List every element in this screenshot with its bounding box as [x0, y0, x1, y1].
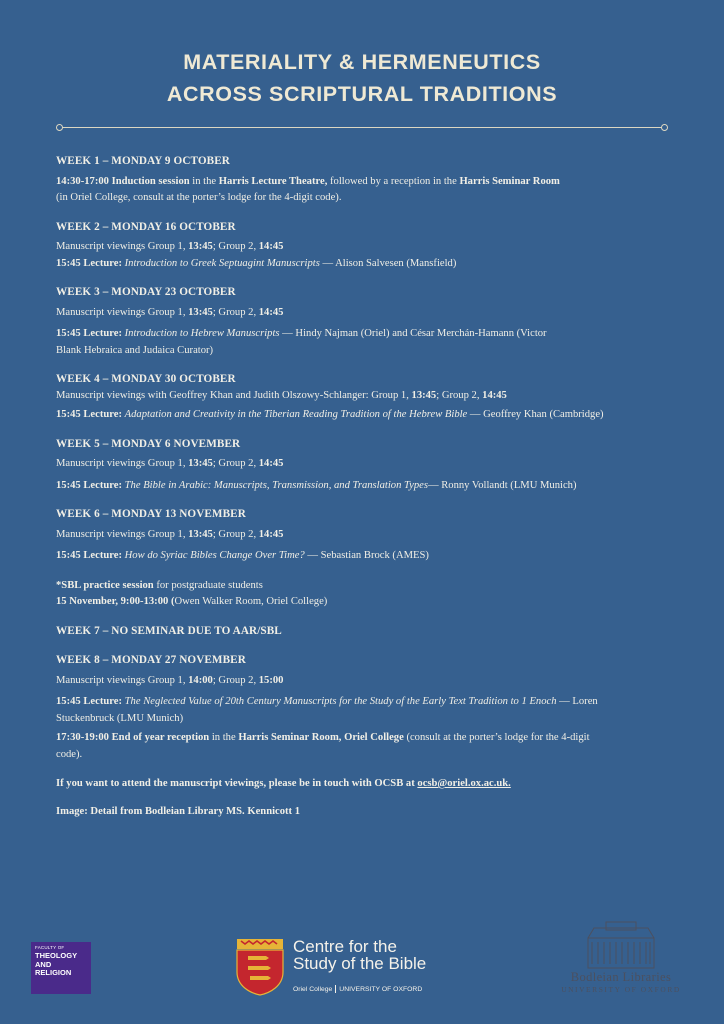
- time: 13:45: [411, 389, 437, 401]
- lecture-line: [56, 478, 686, 494]
- centre-name: [293, 938, 426, 972]
- bodleian-libraries-logo: [550, 920, 692, 998]
- speaker: — Sebastian Brock (AMES): [304, 550, 429, 561]
- viewings-line: [56, 527, 686, 543]
- sbl-place: Owen Walker Room, Oriel College): [174, 596, 328, 607]
- lecture-label: 15:45 Lecture:: [56, 409, 122, 420]
- sbl-session: [56, 578, 686, 610]
- faculty-theology-logo: [31, 942, 91, 994]
- lecture-title: Adaptation and Creativity in the Tiberian Reading Tradition of the Hebrew Bible: [124, 409, 468, 420]
- email-link[interactable]: ocsb@oriel.ox.ac.uk.: [417, 778, 511, 789]
- text: ; Group 2,: [212, 306, 259, 318]
- bodleian-name: Bodleian Libraries: [570, 970, 672, 984]
- oriel-crest-icon: [236, 938, 284, 996]
- text: ; Group 2,: [212, 528, 259, 540]
- text: Manuscript viewings Group 1,: [56, 458, 189, 469]
- text: Manuscript viewings Group 1,: [56, 528, 189, 540]
- time: 13:45: [188, 241, 213, 252]
- week-heading: WEEK 4 – MONDAY 30 OCTOBER: [56, 373, 236, 385]
- lecture-title: Introduction to Greek Septuagint Manuscripts: [124, 257, 320, 269]
- lecture-line: [56, 407, 686, 423]
- university: UNIVERSITY OF OXFORD: [339, 985, 423, 993]
- attend-note: [56, 776, 686, 792]
- speaker: — Hindy Najman (Oriel) and César Merchán-Hamann (Victor: [279, 328, 547, 339]
- text: ; Group 2,: [212, 674, 259, 686]
- text: ; Group 2,: [212, 458, 259, 469]
- time: 15:00: [258, 674, 284, 686]
- week-heading: WEEK 3 – MONDAY 23 OCTOBER: [56, 286, 236, 298]
- lecture-title: Introduction to Hebrew Manuscripts: [124, 328, 280, 339]
- faculty-small: FACULTY OF: [35, 945, 65, 950]
- time: 14:45: [258, 306, 284, 318]
- lecture-title: The Bible in Arabic: Manuscripts, Transmission, and Translation Types: [124, 479, 428, 491]
- centre-name-1: Centre for the: [293, 937, 397, 956]
- week-1: [56, 154, 686, 206]
- time: 13:45: [188, 458, 213, 469]
- week-7: [56, 624, 686, 640]
- time: 14:45: [258, 241, 284, 252]
- week-heading: WEEK 7 – NO SEMINAR DUE TO AAR/SBL: [56, 624, 282, 637]
- speaker: — Alison Salvesen (Mansfield): [319, 257, 457, 269]
- week-6: [56, 507, 686, 564]
- time: 14:00: [188, 674, 213, 686]
- lecture-speaker-cont: Blank Hebraica and Judaica Curator): [56, 344, 214, 356]
- sbl-label: *SBL practice session: [56, 579, 154, 591]
- week-heading: WEEK 5 – MONDAY 6 NOVEMBER: [56, 437, 241, 450]
- lecture-title: The Neglected Value of 20th Century Manuscripts for the Study of the Early Text Tradition to 1 Enoch: [124, 696, 557, 707]
- viewings-line: [56, 305, 686, 321]
- time: 14:45: [258, 528, 284, 540]
- lecture-label: 15:45 Lecture:: [56, 550, 122, 561]
- lecture-line: [56, 548, 686, 564]
- week-5: [56, 437, 686, 494]
- time: 14:30-17:00: [56, 175, 109, 187]
- lecture-label: 15:45 Lecture:: [56, 257, 122, 269]
- event: Induction session: [111, 175, 190, 187]
- text: Manuscript viewings Group 1,: [56, 674, 189, 686]
- text: for postgraduate students: [153, 579, 263, 591]
- speaker: — Loren: [556, 696, 598, 707]
- week-heading: WEEK 6 – MONDAY 13 NOVEMBER: [56, 508, 246, 520]
- rule-end-left: [56, 124, 63, 131]
- reception-time: 17:30-19:00 End of year reception: [56, 732, 210, 743]
- faculty-name-3: RELIGION: [35, 968, 72, 977]
- lecture-title: How do Syriac Bibles Change Over Time?: [124, 550, 305, 561]
- time: 14:45: [482, 389, 507, 401]
- reception-cont: code).: [56, 748, 83, 760]
- image-credit: Image: Detail from Bodleian Library MS. Kennicott 1: [56, 805, 301, 817]
- centre-study-bible-logo: [236, 938, 466, 996]
- title-line-1: MATERIALITY & HERMENEUTICS: [183, 50, 541, 74]
- ornament-rule: [56, 127, 668, 129]
- venue: Harris Seminar Room, Oriel College: [238, 732, 404, 743]
- viewings-line: [56, 673, 686, 689]
- rule-end-right: [661, 124, 668, 131]
- induction-note: (in Oriel College, consult at the porter’s lodge for the 4-digit code).: [56, 192, 342, 203]
- text: Manuscript viewings Group 1,: [56, 241, 189, 252]
- week-heading: WEEK 8 – MONDAY 27 NOVEMBER: [56, 654, 246, 666]
- text: ; Group 2,: [436, 389, 483, 401]
- schedule: [56, 154, 686, 823]
- viewings-line: [56, 388, 686, 404]
- centre-name-2: Study of the Bible: [293, 954, 427, 973]
- lecture-line: [56, 694, 686, 710]
- lecture-speaker-cont: Stuckenbruck (LMU Munich): [56, 712, 184, 724]
- bodleian-university: UNIVERSITY OF OXFORD: [561, 985, 681, 994]
- text: followed by a reception in the: [327, 175, 460, 187]
- week-heading: WEEK 1 – MONDAY 9 OCTOBER: [56, 155, 230, 167]
- centre-subline: [293, 985, 422, 993]
- venue: Harris Seminar Room: [459, 175, 560, 187]
- text: Manuscript viewings Group 1,: [56, 306, 189, 318]
- lecture-line: [56, 256, 686, 272]
- lecture-line: [56, 326, 686, 342]
- reception-line: [56, 730, 686, 746]
- week-2: [56, 220, 686, 272]
- week-heading: WEEK 2 – MONDAY 16 OCTOBER: [56, 220, 236, 233]
- sbl-time: 15 November, 9:00-13:00 (: [56, 596, 175, 607]
- speaker: — Ronny Vollandt (LMU Munich): [427, 479, 577, 491]
- faculty-name-1: THEOLOGY: [35, 951, 78, 960]
- time: 13:45: [188, 528, 213, 540]
- text: in the: [189, 175, 219, 187]
- bodleian-building-icon: [550, 920, 692, 970]
- poster-title: [0, 46, 724, 110]
- text: If you want to attend the manuscript viewings, please be in touch with OCSB at: [56, 778, 418, 789]
- time: 13:45: [188, 306, 213, 318]
- faculty-name-2: AND: [35, 959, 52, 969]
- speaker: — Geoffrey Khan (Cambridge): [467, 409, 604, 420]
- induction-line: [56, 174, 686, 190]
- time: 14:45: [258, 458, 284, 469]
- text: ; Group 2,: [212, 241, 259, 252]
- title-line-2: ACROSS SCRIPTURAL TRADITIONS: [166, 82, 558, 106]
- sbl-line: [56, 578, 686, 594]
- faculty-name: [35, 952, 87, 978]
- college: Oriel College: [293, 985, 333, 993]
- text: (consult at the porter’s lodge for the 4-digit: [403, 732, 590, 743]
- lecture-label: 15:45 Lecture:: [56, 479, 122, 491]
- week-3: [56, 285, 686, 358]
- text: in the: [209, 732, 239, 743]
- venue: Harris Lecture Theatre,: [218, 175, 328, 187]
- viewings-line: [56, 456, 686, 472]
- text: Manuscript viewings with Geoffrey Khan and Judith Olszowy-Schlanger: Group 1,: [56, 389, 412, 401]
- lecture-label: 15:45 Lecture:: [56, 696, 122, 707]
- lecture-label: 15:45 Lecture:: [56, 328, 122, 339]
- viewings-line: [56, 239, 686, 255]
- sbl-when: [56, 594, 686, 610]
- week-8: [56, 653, 686, 762]
- week-4: [56, 372, 686, 423]
